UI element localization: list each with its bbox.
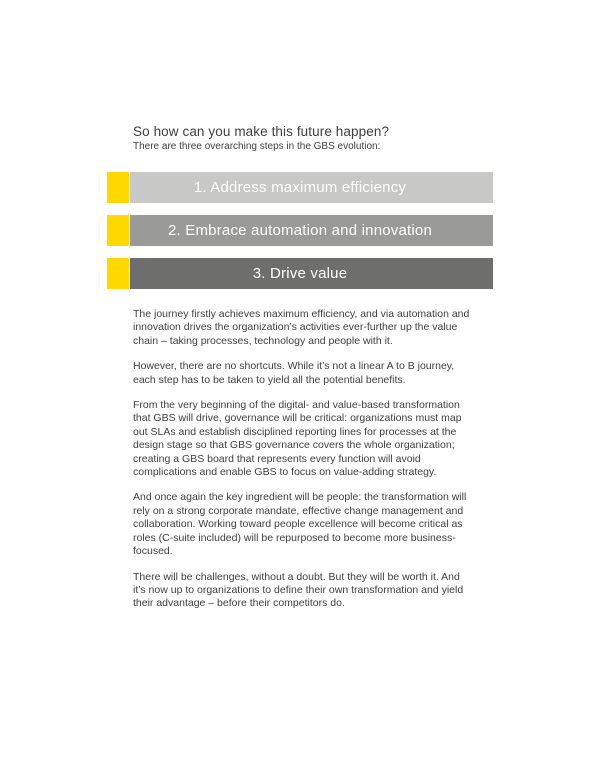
paragraph-4: And once again the key ingredient will be people: the transformation will rely on a strong corporate mandate, effective change management and collaboration. Working toward people excellence will become critical as roles (C-suite included) will be repurposed to become more business-focused. <box>133 491 467 558</box>
step-banner-2 <box>107 215 493 246</box>
paragraph-5: There will be challenges, without a doubt. But they will be worth it. And it’s now up to organizations to define their own transformation and yield their advantage – before their competitors do. <box>133 570 464 610</box>
paragraph-2: However, there are no shortcuts. While it’s not a linear A to B journey, each step has to be taken to yield all the potential benefits. <box>133 360 455 386</box>
step-label: 2. Embrace automation and innovation <box>167 222 433 239</box>
step-banner-1 <box>107 172 493 203</box>
intro-line: There are three overarching steps in the GBS evolution: <box>133 141 381 152</box>
body-copy <box>133 308 475 623</box>
step-label: 1. Address maximum efficiency <box>193 179 407 196</box>
step-banner-3 <box>107 258 493 289</box>
paragraph-3: From the very beginning of the digital- and value-based transformation that GBS will drive, governance will be critical: organizations must map out SLAs and establish disciplined reporting lines for processes at the design stage so that GBS governance covers the whole organization; creating a GBS board that represents every function will avoid complications and enable GBS to focus on value-adding strategy. <box>133 399 462 479</box>
page-title: So how can you make this future happen? <box>133 124 390 139</box>
paragraph-1: The journey firstly achieves maximum efficiency, and via automation and innovation drives the organization’s activities ever-further up the value chain – taking processes, technology and people with it. <box>133 308 470 347</box>
gbs-steps-list <box>107 172 493 301</box>
step-label: 3. Drive value <box>252 265 348 282</box>
